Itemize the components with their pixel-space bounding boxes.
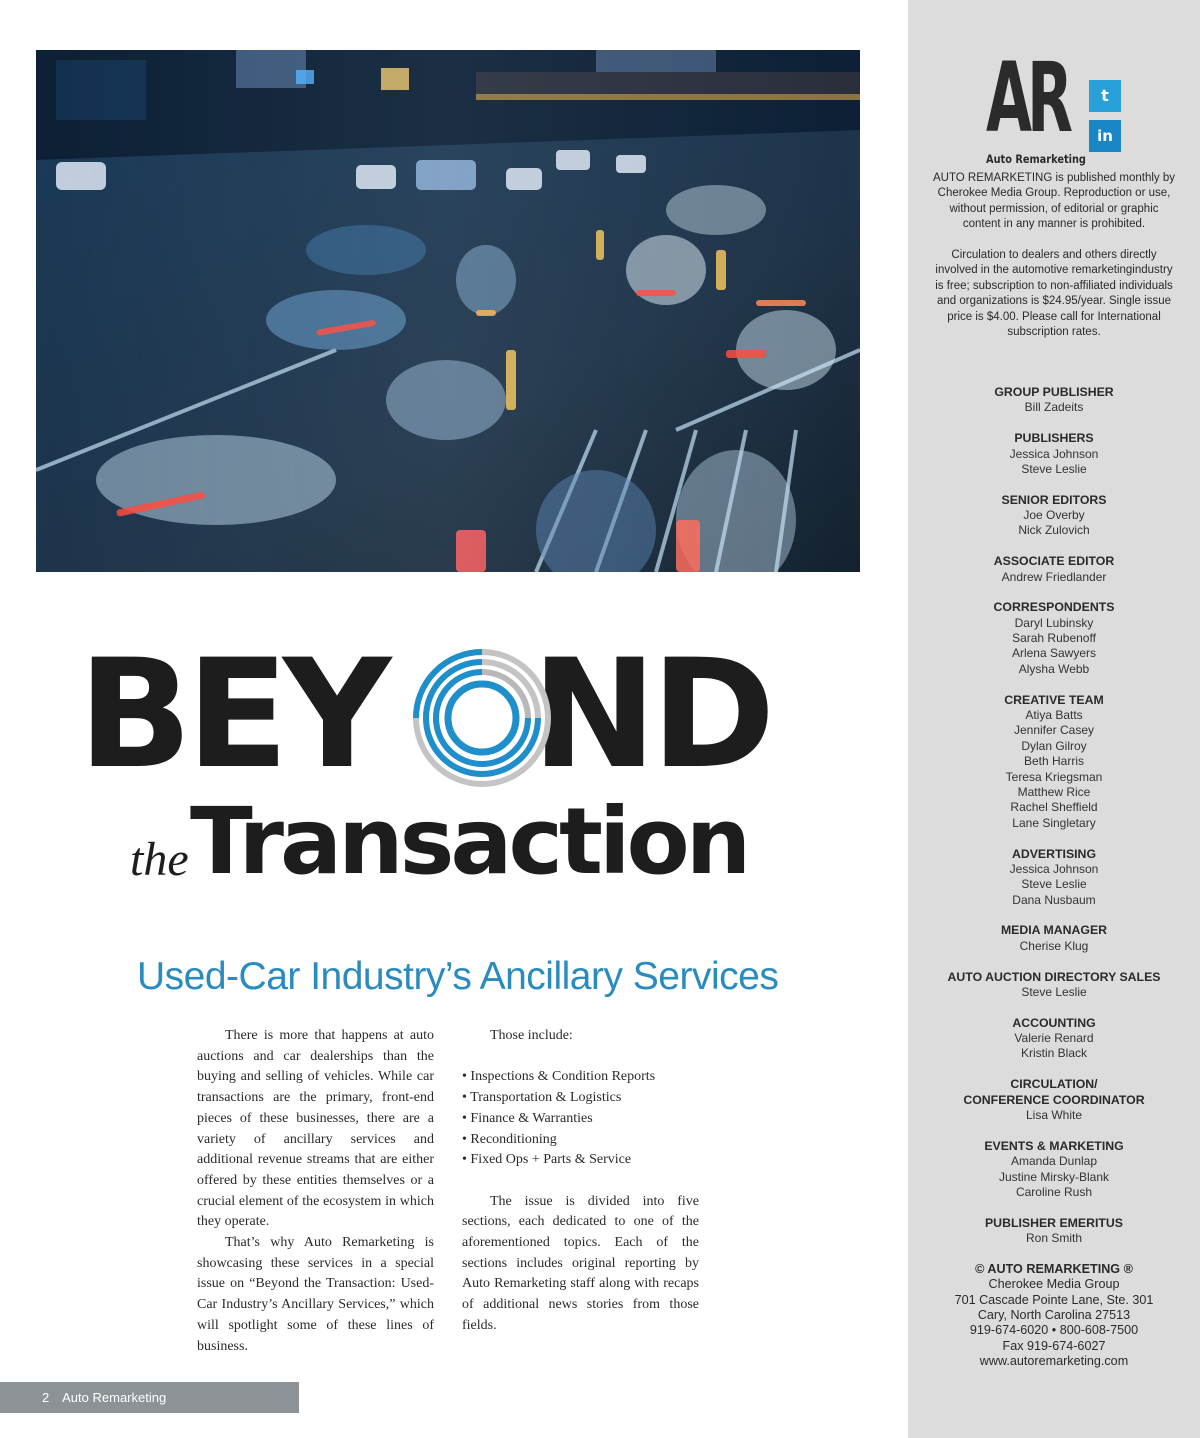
notice-paragraph: AUTO REMARKETING is published monthly by Cherokee Media Group. Reproduction or use, without permission, of editorial or graphic content in any manner is prohibited. [932, 172, 1175, 231]
credit-role: PUBLISHER EMERITUS [984, 1215, 1123, 1230]
credit-name: Beth Harris [1023, 754, 1085, 769]
credit-name: Dylan Gilroy [1021, 738, 1087, 753]
masthead-sidebar [908, 0, 1200, 1438]
article-column-1 [197, 1026, 434, 1357]
credit-name: Jessica Johnson [1009, 446, 1099, 461]
publication-notice [932, 171, 1176, 356]
twitter-icon[interactable]: t [1089, 80, 1121, 112]
credit-block [922, 1139, 1186, 1201]
notice-paragraph: Circulation to dealers and others directly involved in the automotive remarketingindustry is free; subscription to non-affiliated individuals and organizations is $24.95/year. Single issue price is $4.00. Please call for International subscription rates. [935, 249, 1173, 339]
credit-role: CONFERENCE COORDINATOR [963, 1092, 1145, 1107]
paragraph: Those include: [490, 1028, 573, 1043]
credit-name: Sarah Rubenoff [1012, 631, 1096, 646]
list-item: • Fixed Ops + Parts & Service [462, 1152, 632, 1168]
credit-role: MEDIA MANAGER [1000, 923, 1108, 938]
credit-block [922, 1077, 1186, 1123]
list-item: • Reconditioning [462, 1131, 557, 1147]
headline-beyond-part: ND [531, 628, 770, 802]
credit-role: CORRESPONDENTS [993, 600, 1115, 615]
credit-block [922, 385, 1186, 416]
credit-role: AUTO AUCTION DIRECTORY SALES [947, 969, 1161, 984]
credit-name: Kristin Black [1020, 1046, 1088, 1061]
credit-role: CREATIVE TEAM [1004, 692, 1104, 707]
services-list [462, 1067, 699, 1171]
credit-name: Steve Leslie [1021, 984, 1087, 999]
credit-name: Valerie Renard [1014, 1031, 1094, 1046]
credit-role: ADVERTISING [1011, 846, 1097, 861]
credit-role: EVENTS & MARKETING [984, 1138, 1124, 1153]
credit-role: CIRCULATION/ [1010, 1077, 1098, 1092]
article-column-2 [462, 1026, 699, 1337]
credit-name: Caroline Rush [1015, 1184, 1093, 1199]
target-rings-icon [412, 648, 552, 788]
page-number: 2 [42, 1390, 50, 1405]
credit-name: Ron Smith [1025, 1231, 1083, 1246]
credit-name: Matthew Rice [1017, 785, 1091, 800]
credit-name: Justine Mirsky-Blank [998, 1169, 1110, 1184]
contact-block [922, 1262, 1186, 1370]
credit-block [922, 600, 1186, 677]
logo-mark: AR [986, 42, 1068, 154]
credit-block [922, 970, 1186, 1001]
logo-name: Auto Remarketing [986, 152, 1086, 166]
credit-name: Andrew Friedlander [1001, 569, 1107, 584]
credit-name: Amanda Dunlap [1010, 1154, 1098, 1169]
headline [78, 628, 838, 900]
credit-block [922, 693, 1186, 832]
contact-line[interactable]: www.autoremarketing.com [979, 1354, 1129, 1369]
credit-block [922, 1016, 1186, 1062]
list-item: • Finance & Warranties [462, 1110, 593, 1126]
paragraph: There is more that happens at auto auctions and car dealerships than the buying and selling of vehicles. While car transactions are the primary, front-end pieces of these businesses, there are a variety of ancillary services and additional revenue streams that are either offered by these entities themselves or a crucial element of the ecosystem in which they operate. [197, 1028, 434, 1230]
contact-line: Cherokee Media Group [988, 1277, 1120, 1292]
credit-name: Lisa White [1025, 1108, 1083, 1122]
credit-name: Arlena Sawyers [1011, 646, 1097, 661]
credit-role: GROUP PUBLISHER [994, 385, 1114, 399]
page-footer [0, 1382, 299, 1413]
credit-name: Alysha Webb [1018, 661, 1090, 676]
list-item: • Inspections & Condition Reports [462, 1069, 656, 1085]
credit-name: Jessica Johnson [1009, 861, 1099, 876]
contact-heading: © AUTO REMARKETING ® [975, 1261, 1133, 1276]
credit-role: ASSOCIATE EDITOR [993, 554, 1115, 569]
credit-block [922, 431, 1186, 477]
credit-name: Bill Zadeits [1024, 400, 1084, 415]
credit-name: Teresa Kriegsman [1005, 769, 1103, 784]
linkedin-icon[interactable]: in [1089, 120, 1121, 152]
credit-name: Dana Nusbaum [1012, 892, 1096, 907]
credit-role: PUBLISHERS [1014, 431, 1094, 446]
contact-line: Cary, North Carolina 27513 [977, 1307, 1131, 1322]
credit-block [922, 1216, 1186, 1247]
credit-name: Daryl Lubinsky [1014, 615, 1094, 630]
credit-name: Joe Overby [1023, 508, 1085, 523]
credit-block [922, 493, 1186, 539]
headline-the: the [130, 833, 189, 886]
credit-block [922, 847, 1186, 909]
credit-name: Steve Leslie [1021, 461, 1087, 476]
contact-line: 919-674-6020 • 800-608-7500 [969, 1323, 1139, 1338]
article-subhead: Used-Car Industry’s Ancillary Services [137, 955, 779, 998]
hero-photo-traffic [36, 50, 860, 572]
headline-transaction: Transaction [190, 788, 748, 895]
paragraph: The issue is divided into five sections, each dedicated to one of the aforementioned topics. Each of the sections includes original reporting by Auto Remarketing staff along with recaps of additional news stories from those fields. [462, 1193, 699, 1333]
credit-name: Atiya Batts [1025, 707, 1083, 722]
staff-credits [922, 385, 1186, 1370]
list-item: • Transportation & Logistics [462, 1090, 622, 1106]
credit-role: SENIOR EDITORS [1001, 492, 1107, 507]
publication-name: Auto Remarketing [62, 1390, 167, 1405]
credit-name: Jennifer Casey [1013, 723, 1095, 738]
credit-block [922, 554, 1186, 585]
credit-name: Cherise Klug [1019, 938, 1089, 953]
headline-beyond-part: BEY [78, 628, 386, 802]
credit-name: Rachel Sheffield [1010, 800, 1098, 815]
credit-block [922, 923, 1186, 954]
paragraph: That’s why Auto Remarketing is showcasing these services in a special issue on “Beyond the Transaction: Used-Car Industry’s Ancillary Services,” which will spotlight some of these lines of business. [197, 1235, 434, 1354]
credit-name: Steve Leslie [1021, 877, 1087, 892]
contact-line: 701 Cascade Pointe Lane, Ste. 301 [954, 1292, 1154, 1307]
credit-name: Nick Zulovich [1018, 523, 1090, 538]
credit-role: ACCOUNTING [1012, 1015, 1096, 1030]
contact-line: Fax 919-674-6027 [1002, 1338, 1106, 1353]
credit-name: Lane Singletary [1012, 815, 1096, 830]
